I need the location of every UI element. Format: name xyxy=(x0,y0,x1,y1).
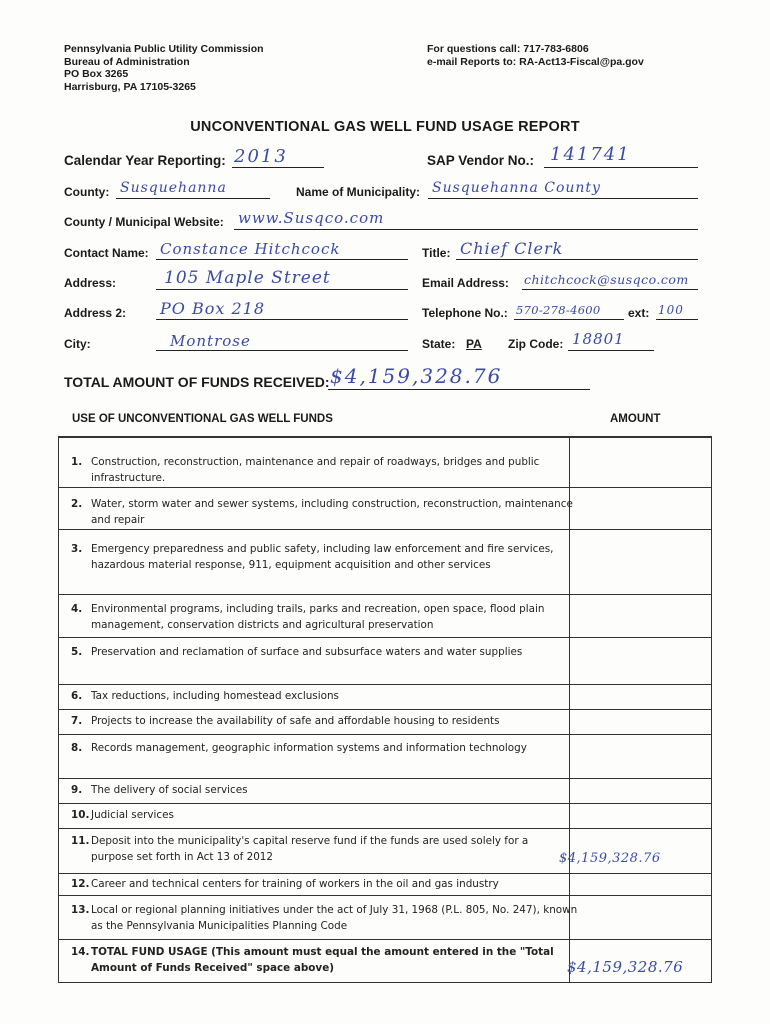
county-label: County: xyxy=(64,185,110,199)
municipality-line xyxy=(428,198,698,199)
ext-field[interactable]: 100 xyxy=(658,303,684,317)
row-text: Preservation and reclamation of surface and subsurface waters and water supplies xyxy=(91,646,523,658)
table-row xyxy=(59,637,711,685)
total-funds-label: TOTAL AMOUNT OF FUNDS RECEIVED: xyxy=(64,374,330,390)
table-row xyxy=(59,734,711,779)
address2-label: Address 2: xyxy=(64,306,127,320)
row-description xyxy=(67,497,591,528)
ext-line xyxy=(656,319,698,320)
title-field[interactable]: Chief Clerk xyxy=(460,239,564,258)
row-text: Projects to increase the availability of safe and affordable housing to residents xyxy=(91,715,500,727)
row-text: Local or regional planning initiatives under the act of July 31, 1968 (P.L. 805, No. 247), known as the Pennsylvania Municipalities Planning Code xyxy=(91,904,578,932)
agency-line: Harrisburg, PA 17105-3265 xyxy=(64,80,196,93)
table-row xyxy=(59,895,711,940)
row-description xyxy=(67,714,591,730)
county-field[interactable]: Susquehanna xyxy=(120,180,227,196)
row-text: Environmental programs, including trails, parks and recreation, open space, flood plain management, conservation districts and agricultural preservation xyxy=(91,603,545,631)
contact-name-line xyxy=(156,259,408,260)
telephone-line xyxy=(514,319,624,320)
table-row xyxy=(59,684,711,710)
row-number: 5. xyxy=(71,646,83,658)
table-row xyxy=(59,939,711,983)
row-number: 6. xyxy=(71,690,83,702)
row-description xyxy=(67,834,573,865)
table-row xyxy=(59,437,711,488)
row-text: Career and technical centers for training of workers in the oil and gas industry xyxy=(91,878,499,890)
row-number: 9. xyxy=(71,784,83,796)
use-column-header: USE OF UNCONVENTIONAL GAS WELL FUNDS xyxy=(72,413,333,425)
address-field[interactable]: 105 Maple Street xyxy=(164,268,331,288)
table-row xyxy=(59,594,711,638)
city-field[interactable]: Montrose xyxy=(170,332,251,350)
table-row xyxy=(59,529,711,595)
row-description xyxy=(67,808,591,824)
row-description xyxy=(67,645,591,661)
table-row xyxy=(59,778,711,804)
county-line xyxy=(116,198,270,199)
amount-column-header: AMOUNT xyxy=(610,413,661,425)
state-value: PA xyxy=(466,337,482,351)
table-row xyxy=(59,873,711,896)
row-text: Records management, geographic information systems and information technology xyxy=(91,742,527,754)
address2-field[interactable]: PO Box 218 xyxy=(160,299,266,318)
row-description xyxy=(67,877,591,893)
row-number: 3. xyxy=(71,543,83,555)
telephone-label: Telephone No.: xyxy=(422,306,508,320)
zip-label: Zip Code: xyxy=(508,337,564,351)
row-amount-field[interactable]: $4,159,328.76 xyxy=(559,851,661,866)
row-description xyxy=(67,455,591,486)
row-text: Judicial services xyxy=(91,809,174,821)
total-funds-field[interactable]: $4,159,328.76 xyxy=(330,364,503,388)
address2-line xyxy=(156,319,408,320)
total-usage-field[interactable]: $4,159,328.76 xyxy=(567,958,684,976)
city-line xyxy=(156,350,408,351)
municipality-label: Name of Municipality: xyxy=(296,185,421,199)
fund-usage-table xyxy=(58,436,712,983)
website-label: County / Municipal Website: xyxy=(64,215,224,229)
zip-line xyxy=(568,350,654,351)
contact-name-field[interactable]: Constance Hitchcock xyxy=(160,240,341,258)
email-line xyxy=(522,289,698,290)
row-description xyxy=(67,783,591,799)
title-line xyxy=(456,259,698,260)
row-number: 1. xyxy=(71,456,83,468)
calendar-year-field[interactable]: 2013 xyxy=(234,146,288,167)
agency-line: Bureau of Administration xyxy=(64,55,190,68)
row-number: 14. xyxy=(71,946,90,958)
contact-name-label: Contact Name: xyxy=(64,246,149,260)
calendar-year-label: Calendar Year Reporting: xyxy=(64,153,226,168)
email-label: Email Address: xyxy=(422,276,509,290)
state-label: State: xyxy=(422,337,456,351)
zip-field[interactable]: 18801 xyxy=(572,330,625,348)
table-row xyxy=(59,487,711,530)
row-number: 4. xyxy=(71,603,83,615)
row-description xyxy=(67,741,591,757)
row-text: Water, storm water and sewer systems, including construction, reconstruction, maintenance and repair xyxy=(91,498,573,526)
telephone-field[interactable]: 570-278-4600 xyxy=(516,303,601,317)
municipality-field[interactable]: Susquehanna County xyxy=(432,180,601,196)
row-text: TOTAL FUND USAGE (This amount must equal the amount entered in the "Total Amount of Funds Received" space above) xyxy=(91,946,554,974)
website-field[interactable]: www.Susqco.com xyxy=(238,209,385,227)
table-row xyxy=(59,709,711,735)
row-description xyxy=(67,689,591,705)
row-number: 2. xyxy=(71,498,83,510)
report-email: e-mail Reports to: RA-Act13-Fiscal@pa.gov xyxy=(427,55,644,68)
row-text: Tax reductions, including homestead exclusions xyxy=(91,690,339,702)
row-description xyxy=(67,903,591,934)
row-text: Deposit into the municipality's capital reserve fund if the funds are used solely for a purpose set forth in Act 13 of 2012 xyxy=(91,835,529,863)
title-label: Title: xyxy=(422,246,451,260)
sap-vendor-field[interactable]: 141741 xyxy=(550,144,631,165)
email-field[interactable]: chitchcock@susqco.com xyxy=(524,272,689,287)
row-number: 7. xyxy=(71,715,83,727)
contact-info xyxy=(427,43,644,68)
agency-line: PO Box 3265 xyxy=(64,68,129,80)
row-text: Construction, reconstruction, maintenance and repair of roadways, bridges and public infrastructure. xyxy=(91,456,540,484)
table-row xyxy=(59,828,711,874)
row-text: The delivery of social services xyxy=(91,784,248,796)
calendar-year-line xyxy=(232,167,324,168)
address-line xyxy=(156,289,408,290)
agency-line: Pennsylvania Public Utility Commission xyxy=(64,43,264,55)
sap-vendor-label: SAP Vendor No.: xyxy=(427,153,535,168)
agency-address xyxy=(64,43,264,93)
row-number: 12. xyxy=(71,878,90,890)
row-description xyxy=(67,602,591,633)
row-number: 8. xyxy=(71,742,83,754)
page-title: UNCONVENTIONAL GAS WELL FUND USAGE REPORT xyxy=(190,119,580,135)
row-description xyxy=(67,945,571,976)
row-number: 11. xyxy=(71,835,90,847)
website-line xyxy=(234,229,698,230)
total-funds-line xyxy=(328,389,590,390)
address-label: Address: xyxy=(64,276,117,290)
row-number: 10. xyxy=(71,809,90,821)
sap-vendor-line xyxy=(544,167,698,168)
table-row xyxy=(59,803,711,829)
questions-phone: For questions call: 717-783-6806 xyxy=(427,43,589,55)
row-number: 13. xyxy=(71,904,90,916)
ext-label: ext: xyxy=(628,306,650,320)
city-label: City: xyxy=(64,337,91,351)
row-text: Emergency preparedness and public safety, including law enforcement and fire services, hazardous material response, 911, equipment acquisition and other services xyxy=(91,543,554,571)
row-description xyxy=(67,542,591,573)
